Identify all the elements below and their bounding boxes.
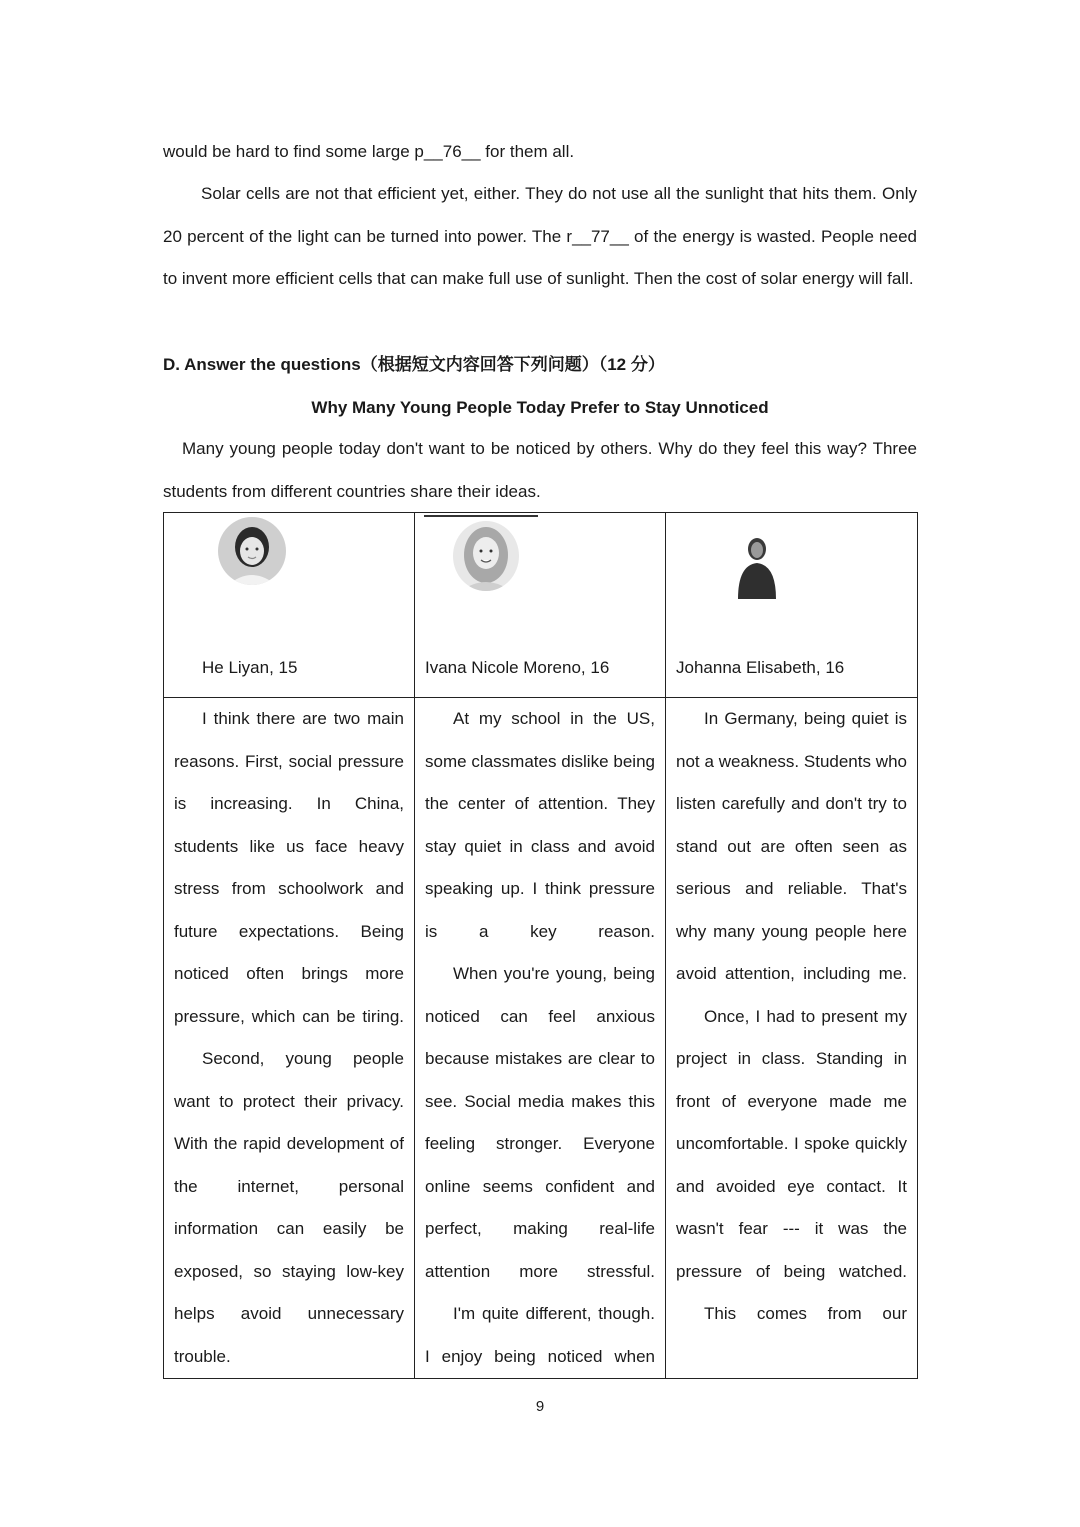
article-title: Why Many Young People Today Prefer to Stay Unnoticed [311, 398, 769, 417]
section-d-heading: D. Answer the questions（根据短文内容回答下列问题）（12 分） [163, 355, 665, 374]
opinion-paragraph: Once, I had to present my project in class. Standing in front of everyone made me uncomfortable. I spoke quickly and avoided eye contact. It wasn't fear --- it was the pressure of being watched. [676, 1006, 907, 1281]
article-intro: Many young people today don't want to be noticed by others. Why do they feel this way? Three students from different countries share their ideas. [163, 439, 917, 501]
student-opinion-johanna [666, 698, 918, 1379]
avatar-johanna [728, 531, 786, 601]
opinion-paragraph: Second, young people want to protect their privacy. With the rapid development of the internet, personal information can easily be exposed, so staying low-key helps avoid unnecessary trouble. [174, 1049, 404, 1366]
passage-line-76: would be hard to find some large p__76__ for them all. [163, 142, 575, 161]
student-opinions-table [163, 512, 918, 1379]
page-number: 9 [535, 1398, 545, 1415]
student-header-ivana [415, 513, 666, 698]
student-name: He Liyan, 15 [202, 658, 298, 677]
passage-paragraph-solar-cells: Solar cells are not that efficient yet, either. They do not use all the sunlight that hits them. Only 20 percent of the light can be turned into power. The r__77__ of the energy is wasted. People need to invent more efficient cells that can make full use of sunlight. Then the cost of solar energy will fall. [163, 184, 917, 288]
opinion-paragraph: At my school in the US, some classmates dislike being the center of attention. They stay quiet in class and avoid speaking up. I think pressure is a key reason. [425, 709, 655, 941]
opinion-paragraph: In Germany, being quiet is not a weakness. Students who listen carefully and don't try to stand out are often seen as serious and reliable. That's why many young people here avoid attention, including me. [676, 709, 907, 983]
avatar-he-liyan [218, 517, 286, 585]
decorative-rule [424, 515, 538, 517]
student-name: Ivana Nicole Moreno, 16 [425, 658, 610, 677]
student-name: Johanna Elisabeth, 16 [676, 658, 845, 677]
avatar-ivana [453, 521, 519, 591]
opinion-paragraph: When you're young, being noticed can feel anxious because mistakes are clear to see. Social media makes this feeling stronger. Everyone online seems confident and perfect, making real-life attention more stressful. [425, 964, 655, 1281]
student-header-he-liyan [164, 513, 415, 698]
student-opinion-he-liyan [164, 698, 415, 1379]
opinion-paragraph: I think there are two main reasons. First, social pressure is increasing. In China, students like us face heavy stress from schoolwork and future expectations. Being noticed often brings more pressure, which can be tiring. [174, 709, 404, 1026]
opinion-paragraph: This comes from our [704, 1304, 907, 1323]
student-header-johanna [666, 513, 918, 698]
student-opinion-ivana [415, 698, 666, 1379]
opinion-paragraph: I'm quite different, though. I enjoy being noticed when [425, 1304, 655, 1366]
